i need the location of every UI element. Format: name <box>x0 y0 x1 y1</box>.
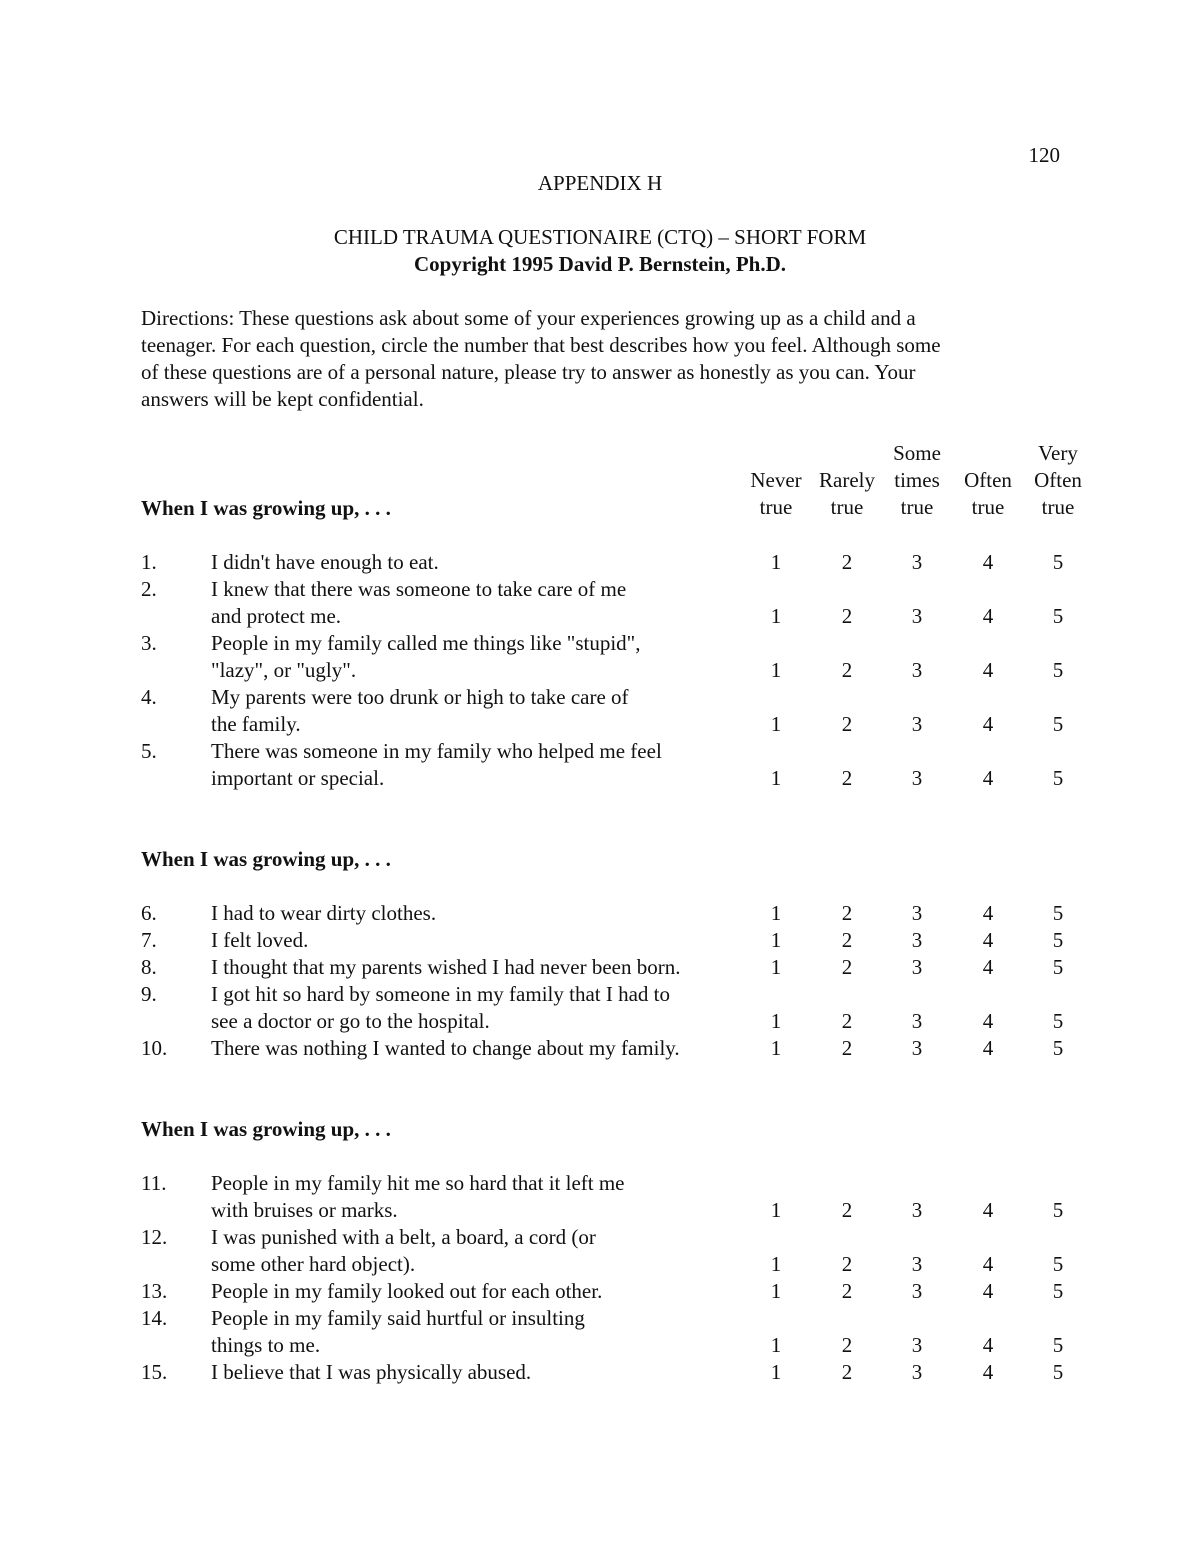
scale-header-column <box>1013 440 1103 521</box>
question-text <box>211 1305 751 1359</box>
response-option-1[interactable]: 1 <box>770 1036 782 1060</box>
question-number: 12. <box>141 1225 168 1249</box>
response-option-4[interactable]: 4 <box>982 550 994 574</box>
question-row <box>0 1305 1200 1359</box>
response-option-4[interactable]: 4 <box>982 1036 994 1060</box>
response-option-1[interactable]: 1 <box>770 1360 782 1384</box>
response-option-3[interactable]: 3 <box>911 1252 923 1276</box>
response-option-5[interactable]: 5 <box>1052 1252 1064 1276</box>
question-row <box>0 954 1200 981</box>
scale-header-label: Never <box>750 468 802 492</box>
page-number: 120 <box>1028 143 1060 167</box>
scale-header-label: true <box>1041 495 1075 519</box>
question-text-line: "lazy", or "ugly". <box>211 658 357 682</box>
response-option-5[interactable]: 5 <box>1052 712 1064 736</box>
question-number: 4. <box>141 685 157 709</box>
response-option-5[interactable]: 5 <box>1052 928 1064 952</box>
question-row <box>0 630 1200 684</box>
response-option-1[interactable]: 1 <box>770 550 782 574</box>
response-option-5[interactable]: 5 <box>1052 1333 1064 1357</box>
question-text-line: People in my family hit me so hard that it left me <box>211 1171 625 1195</box>
response-option-2[interactable]: 2 <box>841 550 853 574</box>
question-number: 2. <box>141 577 157 601</box>
question-text <box>211 1278 751 1305</box>
response-option-4[interactable]: 4 <box>982 604 994 628</box>
response-option-4[interactable]: 4 <box>982 1198 994 1222</box>
response-option-3[interactable]: 3 <box>911 658 923 682</box>
response-option-5[interactable]: 5 <box>1052 1009 1064 1033</box>
question-row <box>0 981 1200 1035</box>
scale-header-label: true <box>759 495 793 519</box>
question-row <box>0 1170 1200 1224</box>
response-option-3[interactable]: 3 <box>911 550 923 574</box>
question-number: 15. <box>141 1360 168 1384</box>
response-option-3[interactable]: 3 <box>911 955 923 979</box>
question-text-line: I believe that I was physically abused. <box>211 1360 532 1384</box>
response-option-1[interactable]: 1 <box>770 928 782 952</box>
question-number: 6. <box>141 901 157 925</box>
question-text <box>211 549 751 576</box>
response-option-5[interactable]: 5 <box>1052 550 1064 574</box>
question-text <box>211 1035 751 1062</box>
response-option-1[interactable]: 1 <box>770 901 782 925</box>
response-option-1[interactable]: 1 <box>770 1279 782 1303</box>
question-text-line: see a doctor or go to the hospital. <box>211 1009 490 1033</box>
response-option-3[interactable]: 3 <box>911 604 923 628</box>
question-text <box>211 981 751 1035</box>
question-text-line: I was punished with a belt, a board, a cord (or <box>211 1225 596 1249</box>
response-option-3[interactable]: 3 <box>911 928 923 952</box>
question-number: 13. <box>141 1279 168 1303</box>
scale-header-label: Often <box>964 468 1012 492</box>
question-text <box>211 1359 751 1386</box>
copyright-line: Copyright 1995 David P. Bernstein, Ph.D. <box>413 252 786 276</box>
question-text-line: I thought that my parents wished I had never been born. <box>211 955 681 979</box>
response-option-4[interactable]: 4 <box>982 901 994 925</box>
question-text-line: I felt loved. <box>211 928 309 952</box>
response-option-3[interactable]: 3 <box>911 1009 923 1033</box>
question-text <box>211 630 751 684</box>
question-text-line: My parents were too drunk or high to take care of <box>211 685 629 709</box>
response-option-5[interactable]: 5 <box>1052 658 1064 682</box>
question-text-line: the family. <box>211 712 301 736</box>
question-row <box>0 738 1200 792</box>
response-option-2[interactable]: 2 <box>841 1360 853 1384</box>
question-text <box>211 1224 751 1278</box>
response-option-5[interactable]: 5 <box>1052 604 1064 628</box>
section-heading: When I was growing up, . . . <box>141 1117 391 1141</box>
response-option-2[interactable]: 2 <box>841 1279 853 1303</box>
response-option-4[interactable]: 4 <box>982 1009 994 1033</box>
question-row <box>0 684 1200 738</box>
form-title: CHILD TRAUMA QUESTIONAIRE (CTQ) – SHORT FORM <box>333 225 867 249</box>
response-option-3[interactable]: 3 <box>911 1279 923 1303</box>
response-option-4[interactable]: 4 <box>982 1279 994 1303</box>
question-text <box>211 576 751 630</box>
response-option-4[interactable]: 4 <box>982 1360 994 1384</box>
question-number: 9. <box>141 982 157 1006</box>
response-option-2[interactable]: 2 <box>841 1009 853 1033</box>
question-text-line: People in my family called me things like "stupid", <box>211 631 641 655</box>
question-number: 3. <box>141 631 157 655</box>
response-option-3[interactable]: 3 <box>911 1198 923 1222</box>
question-text-line: with bruises or marks. <box>211 1198 398 1222</box>
response-option-4[interactable]: 4 <box>982 658 994 682</box>
response-option-3[interactable]: 3 <box>911 712 923 736</box>
response-option-3[interactable]: 3 <box>911 1360 923 1384</box>
question-text-line: There was nothing I wanted to change about my family. <box>211 1036 680 1060</box>
question-number: 8. <box>141 955 157 979</box>
response-option-2[interactable]: 2 <box>841 1333 853 1357</box>
question-text-line: I got hit so hard by someone in my family that I had to <box>211 982 671 1006</box>
response-option-5[interactable]: 5 <box>1052 1198 1064 1222</box>
response-option-5[interactable]: 5 <box>1052 1036 1064 1060</box>
question-text-line: things to me. <box>211 1333 321 1357</box>
question-row <box>0 927 1200 954</box>
question-text-line: some other hard object). <box>211 1252 416 1276</box>
question-text-line: There was someone in my family who helped me feel <box>211 739 662 763</box>
response-option-5[interactable]: 5 <box>1052 901 1064 925</box>
response-option-4[interactable]: 4 <box>982 766 994 790</box>
response-option-2[interactable]: 2 <box>841 1036 853 1060</box>
question-text <box>211 738 751 792</box>
question-number: 14. <box>141 1306 168 1330</box>
response-option-1[interactable]: 1 <box>770 604 782 628</box>
response-option-2[interactable]: 2 <box>841 658 853 682</box>
response-option-4[interactable]: 4 <box>982 1333 994 1357</box>
response-option-1[interactable]: 1 <box>770 1009 782 1033</box>
question-text <box>211 684 751 738</box>
question-text-line: I didn't have enough to eat. <box>211 550 439 574</box>
response-option-1[interactable]: 1 <box>770 1198 782 1222</box>
question-number: 7. <box>141 928 157 952</box>
directions-line: teenager. For each question, circle the number that best describes how you feel. Although some <box>141 333 941 357</box>
directions-line: answers will be kept confidential. <box>141 387 424 411</box>
question-row <box>0 549 1200 576</box>
response-option-5[interactable]: 5 <box>1052 1360 1064 1384</box>
response-option-4[interactable]: 4 <box>982 1252 994 1276</box>
question-text <box>211 1170 751 1224</box>
response-option-1[interactable]: 1 <box>770 955 782 979</box>
directions-line: Directions: These questions ask about some of your experiences growing up as a child and a <box>141 306 916 330</box>
response-option-2[interactable]: 2 <box>841 928 853 952</box>
response-option-2[interactable]: 2 <box>841 712 853 736</box>
response-option-2[interactable]: 2 <box>841 955 853 979</box>
question-text-line: I knew that there was someone to take care of me <box>211 577 627 601</box>
response-option-1[interactable]: 1 <box>770 766 782 790</box>
response-option-1[interactable]: 1 <box>770 658 782 682</box>
question-text <box>211 927 751 954</box>
response-option-3[interactable]: 3 <box>911 901 923 925</box>
question-row <box>0 1224 1200 1278</box>
question-row <box>0 1359 1200 1386</box>
question-text <box>211 900 751 927</box>
response-option-4[interactable]: 4 <box>982 712 994 736</box>
question-row <box>0 576 1200 630</box>
question-row <box>0 1035 1200 1062</box>
question-number: 10. <box>141 1036 168 1060</box>
appendix-heading: APPENDIX H <box>537 171 663 195</box>
scale-header-label: true <box>830 495 864 519</box>
response-option-2[interactable]: 2 <box>841 1198 853 1222</box>
response-option-2[interactable]: 2 <box>841 901 853 925</box>
question-text-line: and protect me. <box>211 604 342 628</box>
response-option-5[interactable]: 5 <box>1052 766 1064 790</box>
question-number: 1. <box>141 550 157 574</box>
section-heading: When I was growing up, . . . <box>141 496 391 520</box>
question-row <box>0 1278 1200 1305</box>
scale-header-label: true <box>900 495 934 519</box>
response-option-2[interactable]: 2 <box>841 604 853 628</box>
question-number: 11. <box>141 1171 167 1195</box>
question-row <box>0 900 1200 927</box>
response-option-5[interactable]: 5 <box>1052 955 1064 979</box>
scale-header-label: true <box>971 495 1005 519</box>
scale-header-label: Very <box>1038 441 1078 465</box>
response-option-4[interactable]: 4 <box>982 955 994 979</box>
section-heading: When I was growing up, . . . <box>141 847 391 871</box>
question-text-line: important or special. <box>211 766 385 790</box>
question-number: 5. <box>141 739 157 763</box>
response-option-1[interactable]: 1 <box>770 1252 782 1276</box>
directions-line: of these questions are of a personal nature, please try to answer as honestly as you can. Your <box>141 360 916 384</box>
response-option-1[interactable]: 1 <box>770 712 782 736</box>
response-option-2[interactable]: 2 <box>841 1252 853 1276</box>
scale-header-label: Some <box>893 441 941 465</box>
scale-header-label: times <box>894 468 940 492</box>
directions <box>141 305 1061 413</box>
scale-header-label: Rarely <box>819 468 875 492</box>
response-option-5[interactable]: 5 <box>1052 1279 1064 1303</box>
scale-header-label: Often <box>1034 468 1082 492</box>
question-text-line: I had to wear dirty clothes. <box>211 901 437 925</box>
response-option-3[interactable]: 3 <box>911 1333 923 1357</box>
question-text <box>211 954 751 981</box>
question-text-line: People in my family said hurtful or insulting <box>211 1306 585 1330</box>
response-option-3[interactable]: 3 <box>911 766 923 790</box>
response-option-1[interactable]: 1 <box>770 1333 782 1357</box>
response-option-3[interactable]: 3 <box>911 1036 923 1060</box>
response-option-4[interactable]: 4 <box>982 928 994 952</box>
question-text-line: People in my family looked out for each other. <box>211 1279 603 1303</box>
response-option-2[interactable]: 2 <box>841 766 853 790</box>
